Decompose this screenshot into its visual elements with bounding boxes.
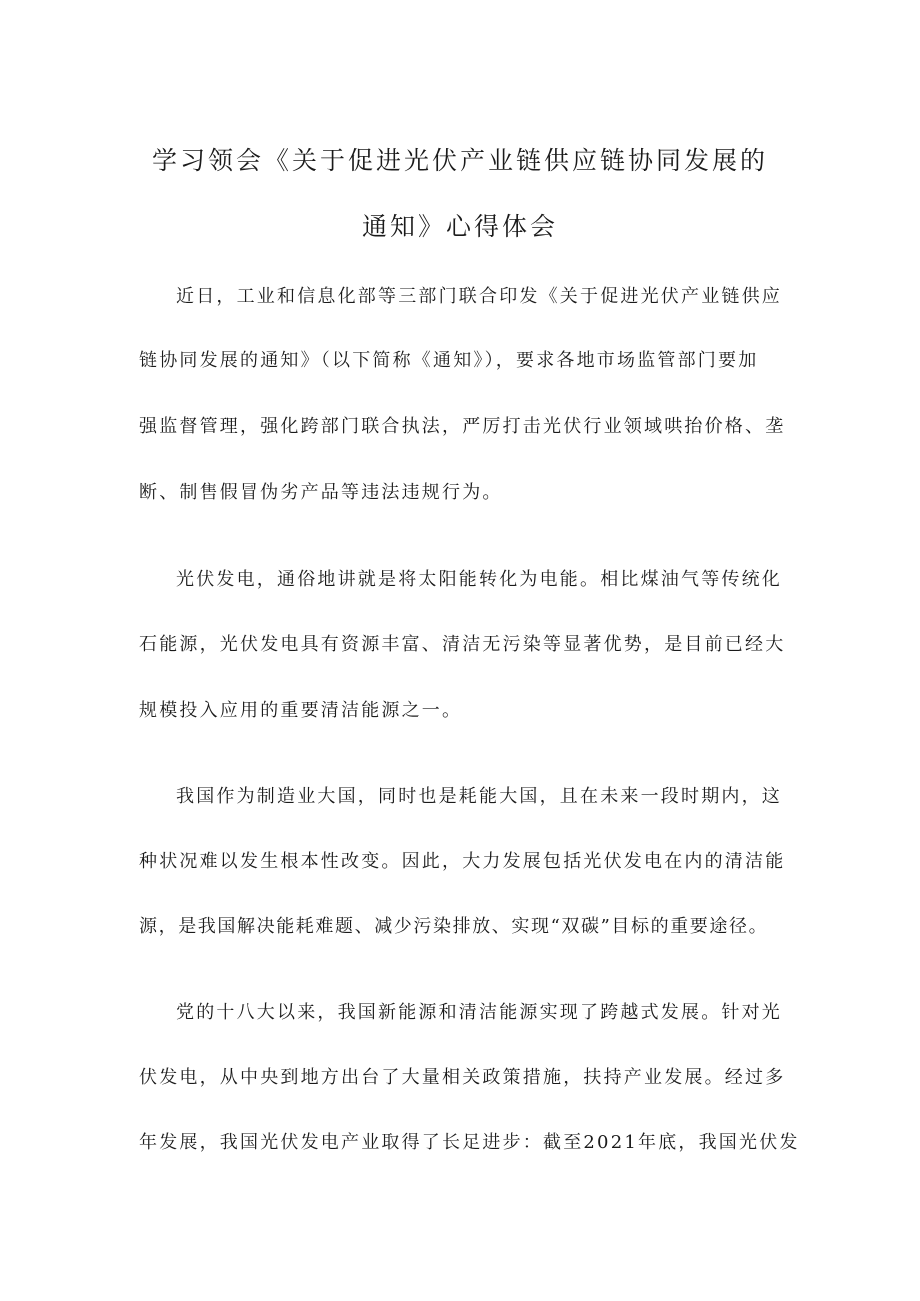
paragraph-line: 规模投入应用的重要清洁能源之一。 — [139, 700, 463, 721]
paragraph-line: 源，是我国解决能耗难题、减少污染排放、实现“双碳”目标的重要途径。 — [139, 916, 769, 937]
paragraph-line: 光伏发电，通俗地讲就是将太阳能转化为电能。相比煤油气等传统化 — [176, 569, 782, 590]
document-title-line-2: 通知》心得体会 — [361, 212, 558, 241]
paragraph-line: 我国作为制造业大国，同时也是耗能大国，且在未来一段时期内，这 — [176, 786, 782, 807]
paragraph-line: 链协同发展的通知》（以下简称《通知》），要求各地市场监管部门要加 — [139, 350, 759, 371]
document-title-line-1: 学习领会《关于促进光伏产业链供应链协同发展的 — [151, 146, 768, 175]
paragraph-line: 近日，工业和信息化部等三部门联合印发《关于促进光伏产业链供应 — [176, 286, 782, 307]
paragraph-line: 年发展，我国光伏发电产业取得了长足进步：截至2021年底，我国光伏发 — [139, 1132, 800, 1153]
paragraph-line: 伏发电，从中央到地方出台了大量相关政策措施，扶持产业发展。经过多 — [139, 1067, 786, 1088]
paragraph-line: 种状况难以发生根本性改变。因此，大力发展包括光伏发电在内的清洁能 — [139, 851, 786, 872]
paragraph-line: 党的十八大以来，我国新能源和清洁能源实现了跨越式发展。针对光 — [176, 1002, 782, 1023]
paragraph-line: 石能源，光伏发电具有资源丰富、清洁无污染等显著优势，是目前已经大 — [139, 634, 786, 655]
paragraph-line: 断、制售假冒伪劣产品等违法违规行为。 — [139, 482, 503, 503]
paragraph-line: 强监督管理，强化跨部门联合执法，严厉打击光伏行业领域哄抬价格、垄 — [139, 416, 786, 437]
